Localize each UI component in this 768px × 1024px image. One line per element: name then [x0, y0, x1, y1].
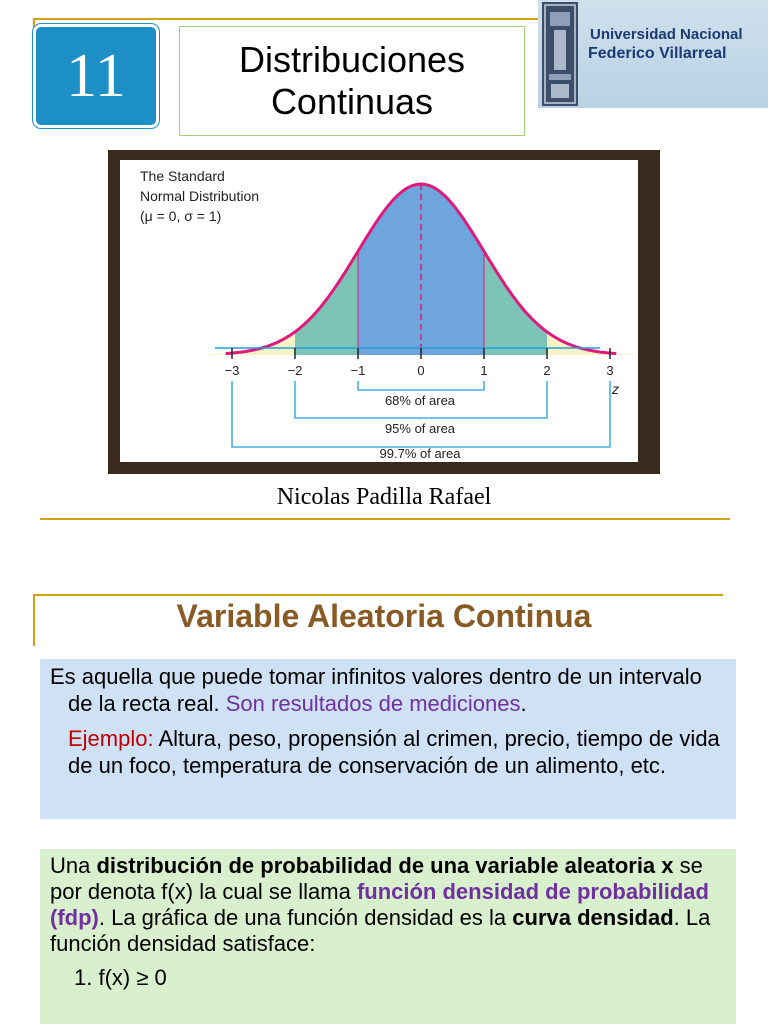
definition-text-start: Es aquella que puede tomar infinitos valores dentro de un intervalo de la recta real.: [50, 664, 702, 716]
caption-line3: (μ = 0, σ = 1): [140, 208, 222, 224]
x-tick-label: 2: [543, 363, 551, 378]
dist-purple-term: función densidad de probabilidad (fdp): [50, 879, 709, 930]
university-crest-icon: [542, 2, 578, 106]
example-body: Altura, peso, propensión al crimen, precio, tiempo de vida de un foco, temperatura de conservación de un alimento, etc.: [68, 726, 720, 778]
caption-line2: Normal Distribution: [140, 188, 260, 204]
band-label-68: 68% of area: [384, 393, 456, 408]
university-name-line1: Universidad Nacional: [590, 26, 743, 43]
section-rule: [33, 594, 723, 596]
definition-box: [40, 659, 736, 819]
author-name: Nicolas Padilla Rafael: [276, 484, 492, 510]
normal-distribution-figure-frame: [108, 150, 660, 474]
slide-title-line1: Distribuciones: [238, 39, 466, 80]
dist-text-1: Una: [50, 853, 97, 878]
caption-line1: The Standard: [140, 168, 225, 184]
dist-bold-2: curva densidad: [512, 905, 674, 930]
dist-text-3: . La gráfica de una función densidad es la: [98, 905, 513, 930]
distribution-text: [50, 853, 726, 957]
x-tick-label: −3: [224, 363, 240, 378]
dist-bold-1: distribución de probabilidad de una variable aleatoria x: [96, 853, 674, 878]
x-tick-label: 0: [417, 363, 425, 378]
example-text: [50, 725, 726, 779]
section-title: Variable Aleatoria Continua: [176, 598, 592, 634]
normal-distribution-chart: [120, 160, 638, 462]
band-label-95: 95% of area: [384, 421, 456, 436]
definition-text-end: .: [520, 691, 527, 716]
condition-item-1: 1. f(x) ≥ 0: [74, 965, 167, 990]
dist-text-4: . La función densidad satisface:: [50, 905, 711, 956]
university-name-line2: Federico Villarreal: [588, 45, 727, 62]
x-tick-label: 3: [606, 363, 614, 378]
x-tick-label: −2: [287, 363, 303, 378]
axis-label-z: z: [612, 381, 619, 397]
area-bracket: [232, 381, 610, 447]
slide-title-box: [179, 26, 525, 136]
header-rule: [33, 18, 538, 20]
slide-title-line2: Continuas: [270, 81, 434, 122]
university-logo: [538, 0, 768, 108]
dist-text-2: se por denota f(x) la cual se llama: [50, 853, 703, 904]
area-bracket: [358, 381, 484, 390]
footer-rule: [40, 518, 730, 520]
x-tick-label: −1: [350, 363, 366, 378]
chapter-number-badge: 11: [33, 24, 159, 128]
band-label-997: 99.7% of area: [379, 446, 461, 461]
normal-distribution-figure: [120, 160, 638, 462]
definition-text: [50, 663, 726, 717]
definition-highlight: Son resultados de mediciones: [225, 691, 521, 716]
example-label: Ejemplo:: [68, 726, 154, 751]
distribution-definition-box: [40, 849, 736, 1024]
x-tick-label: 1: [480, 363, 488, 378]
